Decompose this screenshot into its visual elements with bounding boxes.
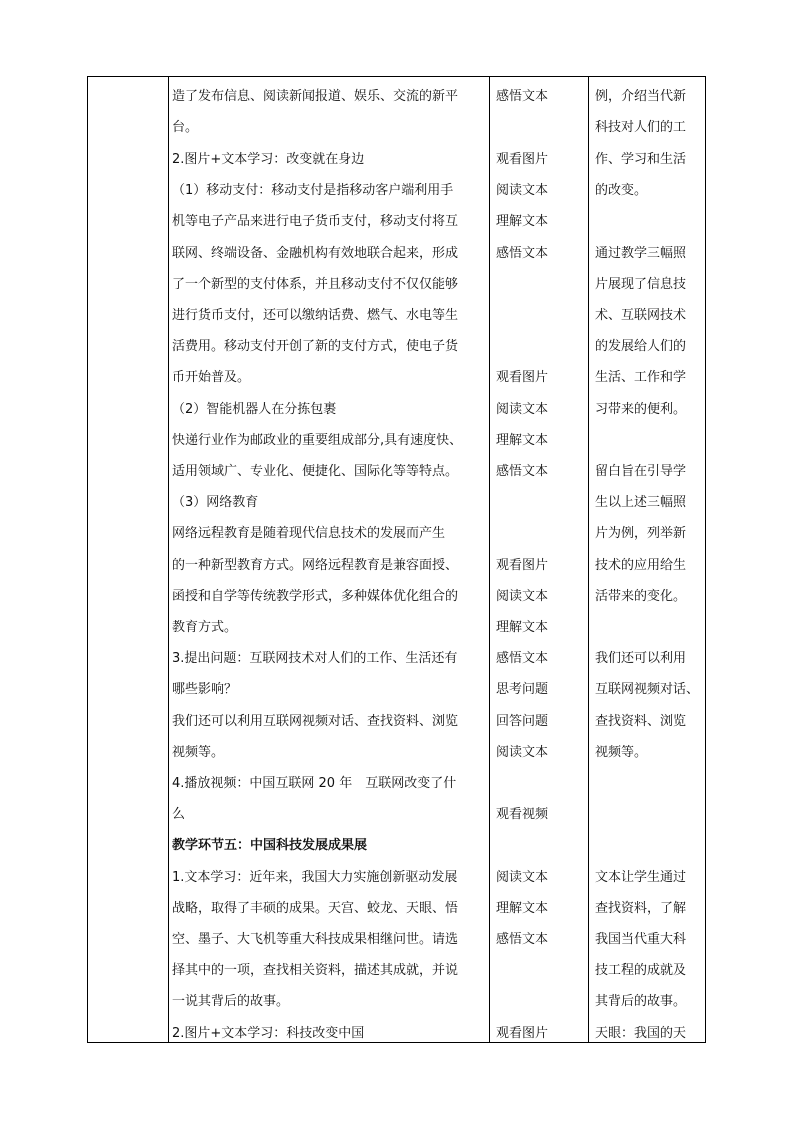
intent-line: 术、互联网技术 [595, 308, 687, 323]
activity-line: 阅读文本 [496, 870, 549, 885]
intent-line: 作、学习和生活 [595, 152, 687, 167]
intent-line: 生活、工作和学 [595, 370, 687, 385]
content-line: 我们还可以利用互联网视频对话、查找资料、浏览 [172, 714, 459, 729]
activity-line: 理解文本 [496, 433, 549, 448]
content-line: 进行货币支付，还可以缴纳话费、燃气、水电等生 [172, 308, 459, 323]
content-line: 台。 [172, 120, 199, 135]
column-divider [168, 77, 169, 1042]
intent-line: 活带来的变化。 [595, 589, 687, 604]
intent-line: 留白旨在引导学 [595, 464, 687, 479]
intent-line: 查找资料、浏览 [595, 714, 687, 729]
content-line: 联网、终端设备、金融机构有效地联合起来，形成 [172, 246, 459, 261]
activity-line: 观看图片 [496, 558, 549, 573]
content-line: 2.图片+文本学习：改变就在身边 [172, 152, 365, 167]
activity-line: 感悟文本 [496, 651, 549, 666]
intent-line: 的发展给人们的 [595, 339, 687, 354]
intent-line: 片展现了信息技 [595, 277, 687, 292]
content-line: 网络远程教育是随着现代信息技术的发展而产生 [172, 526, 446, 541]
content-line: 机等电子产品来进行电子货币支付，移动支付将互 [172, 214, 459, 229]
intent-line: 查找资料，了解 [595, 901, 687, 916]
content-line: 教学环节五：中国科技发展成果展 [172, 838, 368, 853]
content-line: 教育方式。 [172, 620, 238, 635]
content-line: 适用领域广、专业化、便捷化、国际化等等特点。 [172, 464, 459, 479]
content-line: 哪些影响？ [172, 682, 238, 697]
content-line: 了一个新型的支付体系，并且移动支付不仅仅能够 [172, 277, 459, 292]
content-line: 4.播放视频：中国互联网 20 年 互联网改变了什 [172, 776, 457, 791]
intent-line: 生以上述三幅照 [595, 495, 687, 510]
activity-line: 理解文本 [496, 620, 549, 635]
activity-line: 感悟文本 [496, 246, 549, 261]
content-line: （2）智能机器人在分拣包裹 [172, 402, 337, 417]
activity-line: 阅读文本 [496, 402, 549, 417]
intent-line: 科技对人们的工 [595, 120, 687, 135]
intent-line: 片为例，列举新 [595, 526, 687, 541]
content-line: 择其中的一项，查找相关资料，描述其成就，并说 [172, 963, 459, 978]
intent-line: 技术的应用给生 [595, 558, 687, 573]
intent-line: 的改变。 [595, 183, 648, 198]
content-line: 么 [172, 807, 186, 822]
intent-line: 我国当代重大科 [595, 932, 687, 947]
activity-line: 回答问题 [496, 714, 549, 729]
activity-line: 观看图片 [496, 1026, 549, 1041]
column-divider [588, 77, 589, 1042]
column-divider [489, 77, 490, 1042]
activity-line: 阅读文本 [496, 589, 549, 604]
content-line: （3）网络教育 [172, 495, 259, 510]
intent-line: 其背后的故事。 [595, 994, 687, 1009]
content-line: 的一种新型教育方式。网络远程教育是兼容面授、 [172, 558, 459, 573]
content-line: 币开始普及。 [172, 370, 251, 385]
content-line: 活费用。移动支付开创了新的支付方式，使电子货 [172, 339, 459, 354]
content-line: 1.文本学习：近年来，我国大力实施创新驱动发展 [172, 870, 458, 885]
content-line: （1）移动支付：移动支付是指移动客户端利用手 [172, 183, 454, 198]
intent-line: 视频等。 [595, 745, 648, 760]
activity-line: 阅读文本 [496, 745, 549, 760]
intent-line: 互联网视频对话、 [595, 682, 700, 697]
activity-line: 阅读文本 [496, 183, 549, 198]
activity-line: 观看视频 [496, 807, 549, 822]
content-line: 一说其背后的故事。 [172, 994, 290, 1009]
activity-line: 观看图片 [496, 370, 549, 385]
activity-line: 感悟文本 [496, 464, 549, 479]
intent-line: 习带来的便利。 [595, 402, 687, 417]
content-line: 2.图片+文本学习：科技改变中国 [172, 1026, 365, 1041]
content-line: 快递行业作为邮政业的重要组成部分,具有速度快、 [172, 433, 463, 448]
intent-line: 例，介绍当代新 [595, 89, 687, 104]
intent-line: 我们还可以利用 [595, 651, 687, 666]
activity-line: 理解文本 [496, 214, 549, 229]
intent-line: 文本让学生通过 [595, 870, 687, 885]
content-line: 3.提出问题：互联网技术对人们的工作、生活还有 [172, 651, 458, 666]
activity-line: 感悟文本 [496, 89, 549, 104]
activity-line: 思考问题 [496, 682, 549, 697]
content-line: 函授和自学等传统教学形式，多种媒体优化组合的 [172, 589, 459, 604]
intent-line: 技工程的成就及 [595, 963, 687, 978]
content-line: 视频等。 [172, 745, 225, 760]
activity-line: 感悟文本 [496, 932, 549, 947]
content-line: 战略，取得了丰硕的成果。天宫、蛟龙、天眼、悟 [172, 901, 459, 916]
activity-line: 理解文本 [496, 901, 549, 916]
content-line: 造了发布信息、阅读新闻报道、娱乐、交流的新平 [172, 89, 459, 104]
activity-line: 观看图片 [496, 152, 549, 167]
intent-line: 天眼：我国的天 [595, 1026, 687, 1041]
intent-line: 通过教学三幅照 [595, 246, 687, 261]
content-line: 空、墨子、大飞机等重大科技成果相继问世。请选 [172, 932, 459, 947]
